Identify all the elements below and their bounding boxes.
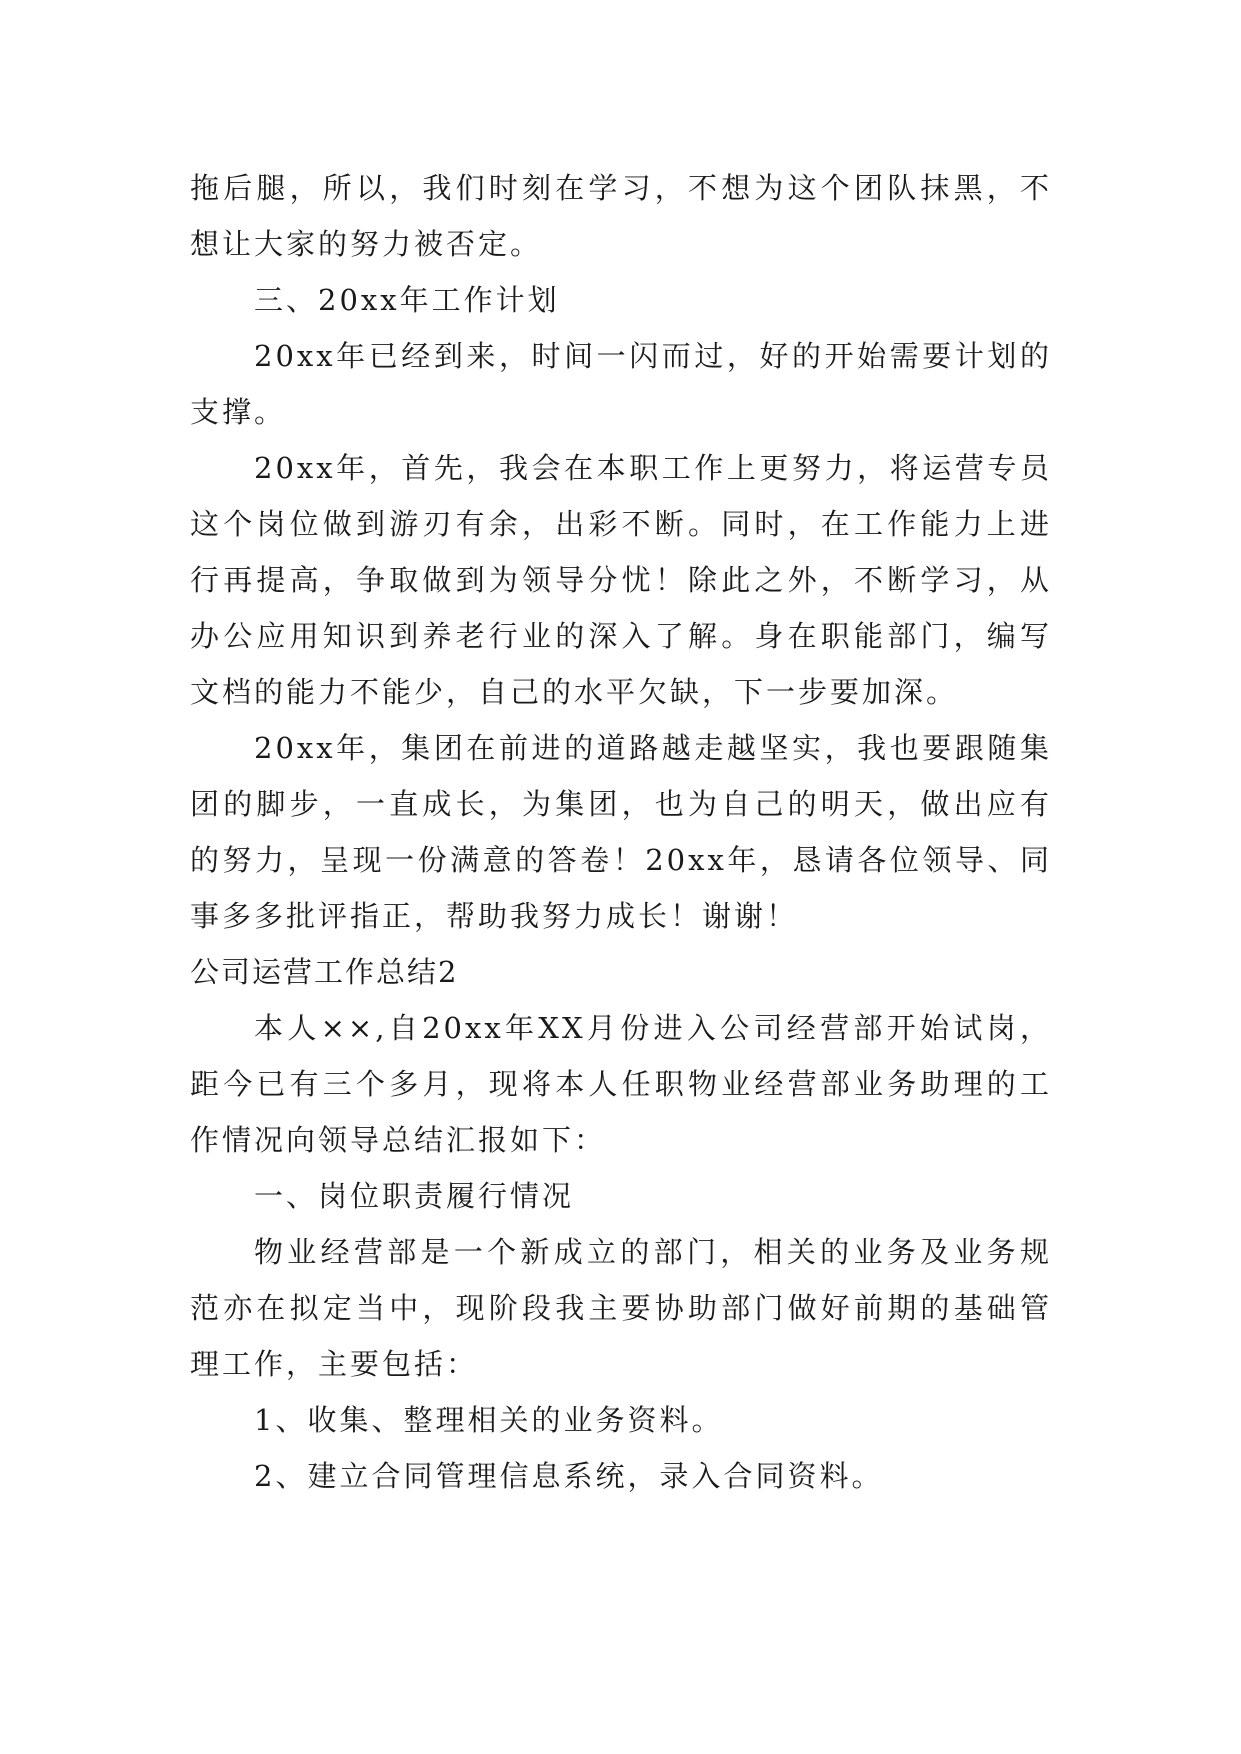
paragraph: 20xx年已经到来，时间一闪而过，好的开始需要计划的支撑。 xyxy=(190,339,1052,429)
paragraph: 20xx年，集团在前进的道路越走越坚实，我也要跟随集团的脚步，一直成长，为集团，也为自己的明天，做出应有的努力，呈现一份满意的答卷！20xx年，恳请各位领导、同事多多批评指正，帮助我努力成长！谢谢！ xyxy=(190,731,1052,933)
paragraph-continuation: 拖后腿，所以，我们时刻在学习，不想为这个团队抹黑，不想让大家的努力被否定。 xyxy=(190,171,1052,261)
paragraph: 物业经营部是一个新成立的部门，相关的业务及业务规范亦在拟定当中，现阶段我主要协助部门做好前期的基础管理工作，主要包括： xyxy=(190,1235,1052,1381)
document-body xyxy=(190,160,1052,1504)
section-heading-duties: 一、岗位职责履行情况 xyxy=(254,1179,575,1213)
list-item: 1、收集、整理相关的业务资料。 xyxy=(254,1403,724,1437)
section-heading-work-plan: 三、20xx年工作计划 xyxy=(254,283,560,317)
paragraph: 20xx年，首先，我会在本职工作上更努力，将运营专员这个岗位做到游刃有余，出彩不断。同时，在工作能力上进行再提高，争取做到为领导分忧！除此之外，不断学习，从办公应用知识到养老行业的深入了解。身在职能部门，编写文档的能力不能少，自己的水平欠缺，下一步要加深。 xyxy=(190,451,1052,709)
document-title-summary-2: 公司运营工作总结2 xyxy=(190,955,459,989)
list-item: 2、建立合同管理信息系统，录入合同资料。 xyxy=(254,1459,884,1493)
paragraph: 本人××,自20xx年XX月份进入公司经营部开始试岗，距今已有三个多月，现将本人任职物业经营部业务助理的工作情况向领导总结汇报如下： xyxy=(190,1011,1052,1157)
